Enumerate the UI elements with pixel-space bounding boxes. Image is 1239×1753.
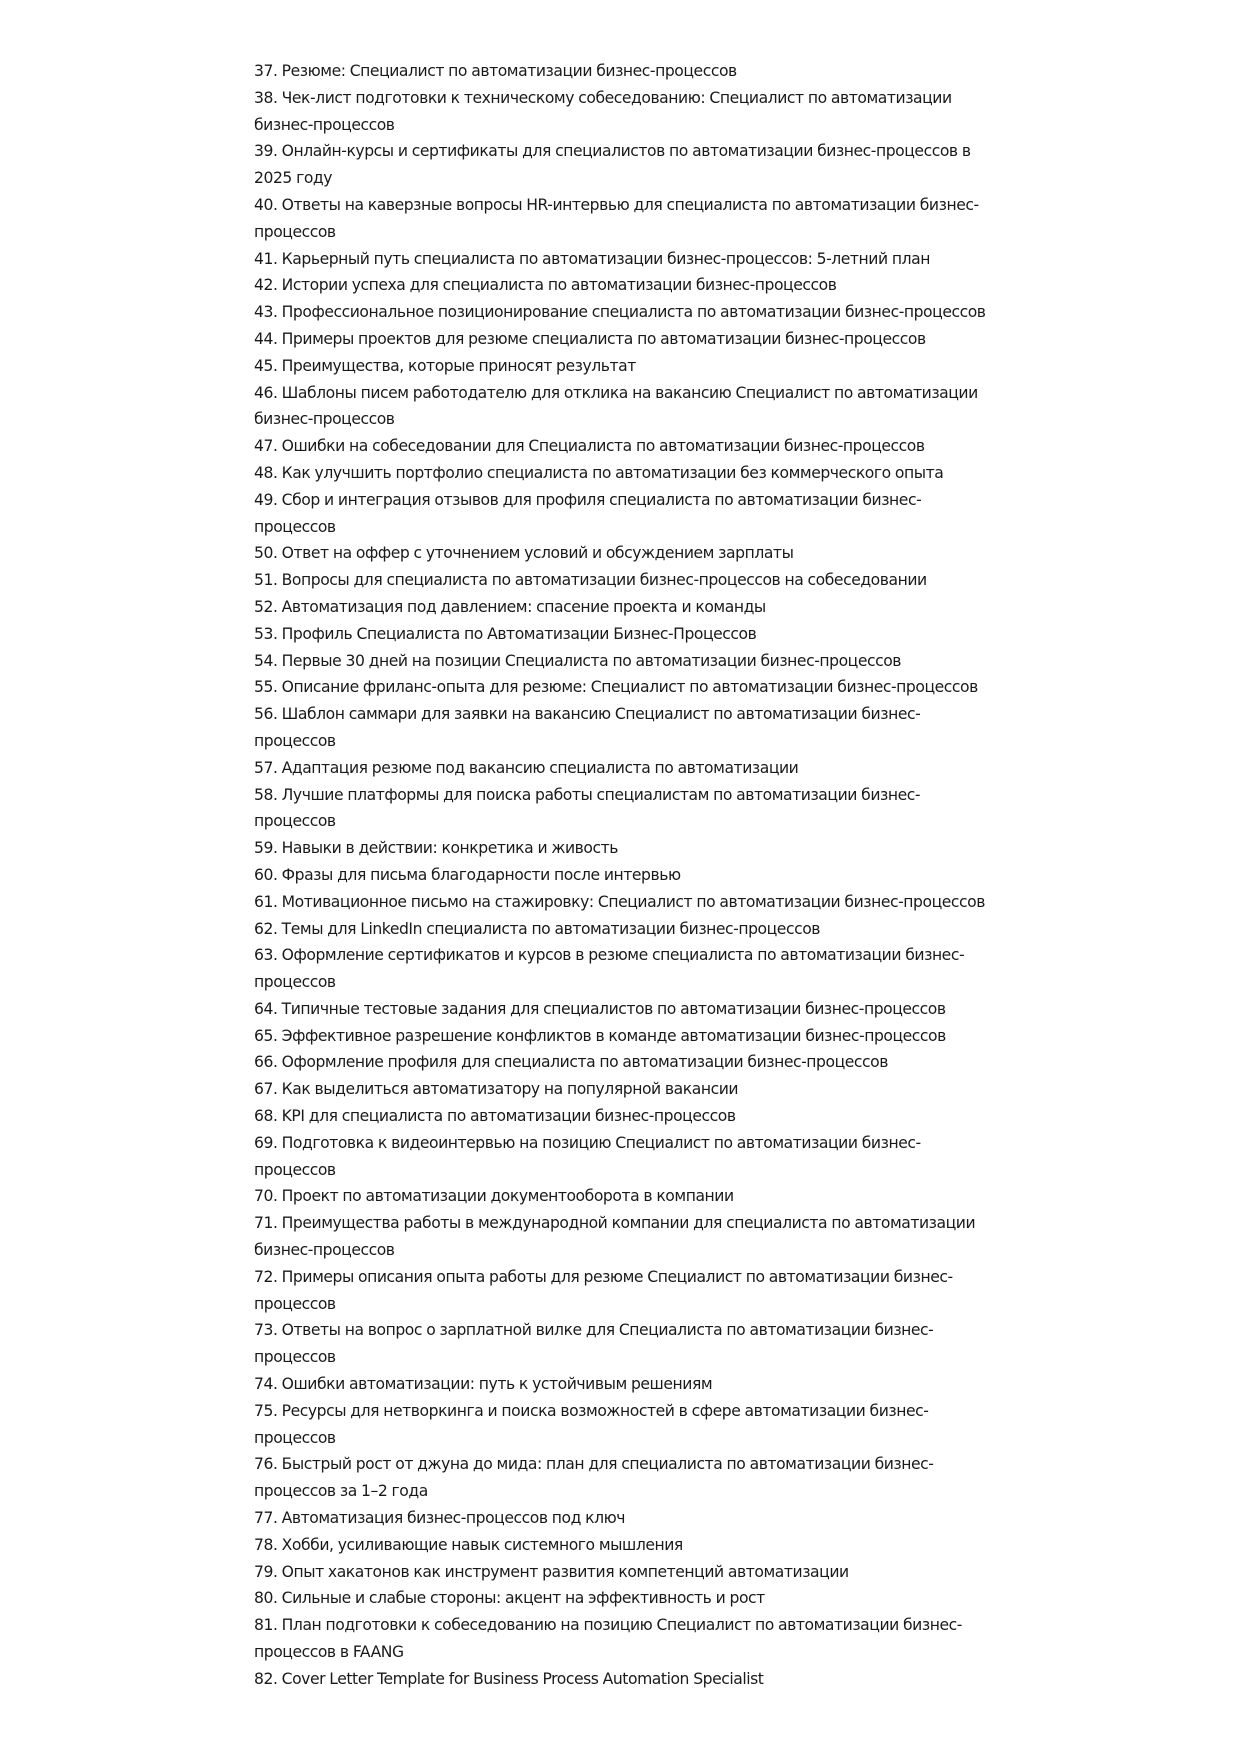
toc-item-80: 80. Сильные и слабые стороны: акцент на эффективность и рост	[254, 1589, 765, 1608]
toc-item-59: 59. Навыки в действии: конкретика и живость	[254, 839, 618, 858]
toc-item-74: 74. Ошибки автоматизации: путь к устойчивым решениям	[254, 1375, 713, 1394]
toc-item-69: 69. Подготовка к видеоинтервью на позицию Специалист по автоматизации бизнес-процессов	[254, 1133, 921, 1179]
toc-item-40: 40. Ответы на каверзные вопросы HR-интервью для специалиста по автоматизации бизнес-процессов	[254, 195, 979, 241]
toc-item-55: 55. Описание фриланс-опыта для резюме: Специалист по автоматизации бизнес-процессов	[254, 678, 978, 697]
toc-item-71: 71. Преимущества работы в международной компании для специалиста по автоматизации бизнес-процессов	[254, 1214, 976, 1260]
toc-item-43: 43. Профессиональное позиционирование специалиста по автоматизации бизнес-процессов	[254, 303, 986, 322]
toc-item-41: 41. Карьерный путь специалиста по автоматизации бизнес-процессов: 5-летний план	[254, 249, 930, 268]
toc-item-48: 48. Как улучшить портфолио специалиста по автоматизации без коммерческого опыта	[254, 463, 944, 482]
toc-item-50: 50. Ответ на оффер с уточнением условий и обсуждением зарплаты	[254, 544, 794, 563]
toc-item-60: 60. Фразы для письма благодарности после интервью	[254, 865, 681, 884]
toc-item-63: 63. Оформление сертификатов и курсов в резюме специалиста по автоматизации бизнес-процессов	[254, 946, 965, 992]
toc-item-45: 45. Преимущества, которые приносят результат	[254, 356, 636, 375]
toc-item-75: 75. Ресурсы для нетворкинга и поиска возможностей в сфере автоматизации бизнес-процессов	[254, 1401, 929, 1447]
toc-item-72: 72. Примеры описания опыта работы для резюме Специалист по автоматизации бизнес-процессов	[254, 1267, 953, 1313]
toc-item-64: 64. Типичные тестовые задания для специалистов по автоматизации бизнес-процессов	[254, 999, 946, 1018]
toc-item-53: 53. Профиль Специалиста по Автоматизации Бизнес-Процессов	[254, 624, 757, 643]
toc-item-67: 67. Как выделиться автоматизатору на популярной вакансии	[254, 1080, 739, 1099]
toc-item-70: 70. Проект по автоматизации документооборота в компании	[254, 1187, 734, 1206]
toc-item-81: 81. План подготовки к собеседованию на позицию Специалист по автоматизации бизнес-процессов в FAANG	[254, 1616, 962, 1662]
toc-item-42: 42. Истории успеха для специалиста по автоматизации бизнес-процессов	[254, 276, 837, 295]
toc-item-51: 51. Вопросы для специалиста по автоматизации бизнес-процессов на собеседовании	[254, 571, 927, 590]
toc-item-46: 46. Шаблоны писем работодателю для отклика на вакансию Специалист по автоматизации бизнес-процессов	[254, 383, 978, 429]
toc-item-38: 38. Чек-лист подготовки к техническому собеседованию: Специалист по автоматизации бизнес-процессов	[254, 88, 952, 134]
toc-item-65: 65. Эффективное разрешение конфликтов в команде автоматизации бизнес-процессов	[254, 1026, 946, 1045]
toc-item-82: 82. Cover Letter Template for Business Process Automation Specialist	[254, 1669, 764, 1688]
document-page	[254, 58, 989, 1693]
toc-item-77: 77. Автоматизация бизнес-процессов под ключ	[254, 1509, 626, 1528]
toc-item-78: 78. Хобби, усиливающие навык системного мышления	[254, 1535, 683, 1554]
toc-item-79: 79. Опыт хакатонов как инструмент развития компетенций автоматизации	[254, 1562, 849, 1581]
toc-item-62: 62. Темы для LinkedIn специалиста по автоматизации бизнес-процессов	[254, 919, 821, 938]
toc-item-73: 73. Ответы на вопрос о зарплатной вилке для Специалиста по автоматизации бизнес-процессов	[254, 1321, 934, 1367]
toc-item-49: 49. Сбор и интеграция отзывов для профиля специалиста по автоматизации бизнес-процессов	[254, 490, 922, 536]
toc-item-37: 37. Резюме: Специалист по автоматизации бизнес-процессов	[254, 62, 737, 80]
toc-item-61: 61. Мотивационное письмо на стажировку: Специалист по автоматизации бизнес-процессов	[254, 892, 985, 911]
toc-item-54: 54. Первые 30 дней на позиции Специалиста по автоматизации бизнес-процессов	[254, 651, 902, 670]
toc-item-52: 52. Автоматизация под давлением: спасение проекта и команды	[254, 597, 766, 616]
toc-item-66: 66. Оформление профиля для специалиста по автоматизации бизнес-процессов	[254, 1053, 888, 1072]
toc-item-56: 56. Шаблон саммари для заявки на вакансию Специалист по автоматизации бизнес-процессов	[254, 705, 921, 750]
toc-item-58: 58. Лучшие платформы для поиска работы специалистам по автоматизации бизнес-процессов	[254, 785, 921, 831]
toc-item-44: 44. Примеры проектов для резюме специалиста по автоматизации бизнес-процессов	[254, 329, 926, 348]
toc-item-57: 57. Адаптация резюме под вакансию специалиста по автоматизации	[254, 758, 799, 777]
toc-item-68: 68. KPI для специалиста по автоматизации бизнес-процессов	[254, 1107, 736, 1126]
table-of-contents	[254, 58, 989, 1693]
toc-item-76: 76. Быстрый рост от джуна до мида: план для специалиста по автоматизации бизнес-процессов за 1–2 года	[254, 1455, 934, 1501]
toc-item-47: 47. Ошибки на собеседовании для Специалиста по автоматизации бизнес-процессов	[254, 437, 925, 456]
toc-item-39: 39. Онлайн-курсы и сертификаты для специалистов по автоматизации бизнес-процессов в 2025 году	[254, 142, 971, 188]
